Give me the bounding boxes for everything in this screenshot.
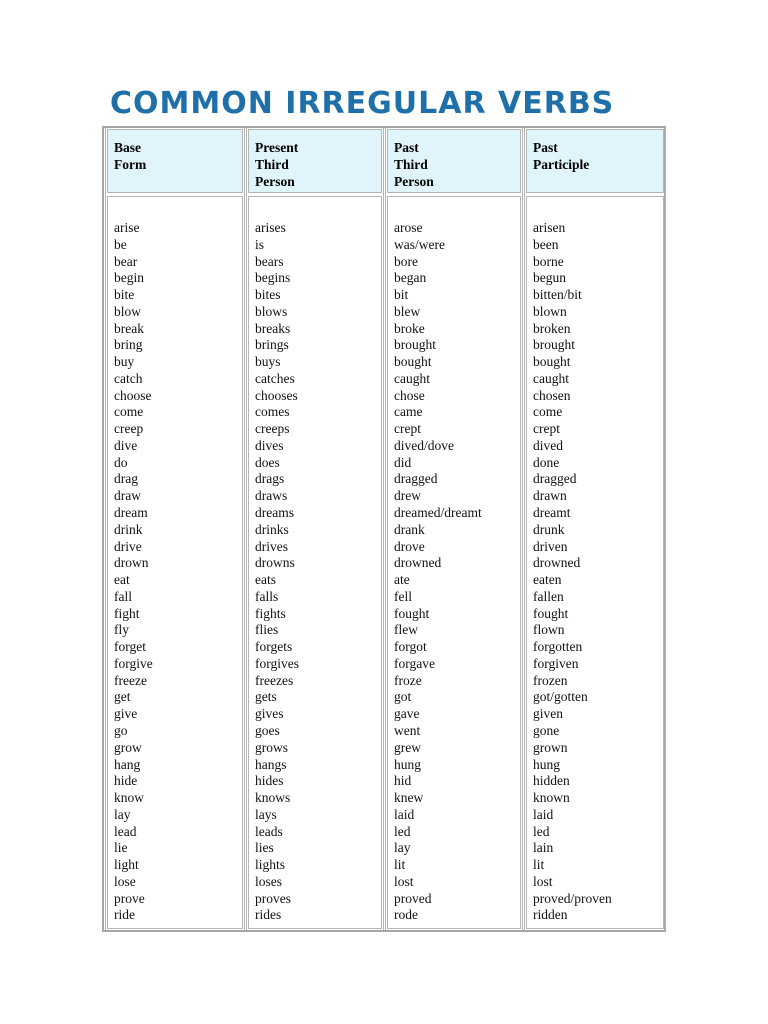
verb-cell: dived [533, 437, 563, 453]
column-base-form [105, 128, 245, 930]
verb-cell: froze [394, 672, 422, 688]
verb-cell: fight [114, 605, 140, 621]
verb-cell: forget [114, 639, 146, 655]
word-list [108, 197, 242, 924]
verb-cell: dreams [255, 505, 294, 521]
verb-cell: lights [255, 857, 286, 873]
verb-cell: choose [114, 387, 152, 403]
verb-cell: flew [394, 622, 418, 638]
verb-cell: got [394, 689, 412, 705]
header-line: Base [114, 140, 141, 155]
word-list [249, 197, 381, 924]
verb-cell: lit [533, 857, 545, 873]
verb-cell: crept [394, 421, 421, 437]
verb-cell: lies [255, 840, 274, 856]
verb-cell: dream [114, 505, 148, 521]
verb-cell: is [255, 236, 265, 252]
verb-cell: flies [255, 622, 279, 638]
verb-cell: chosen [533, 387, 571, 403]
verb-cell: freezes [255, 672, 294, 688]
verb-cell: lit [394, 857, 406, 873]
verb-cell: lain [533, 840, 554, 856]
verb-cell: goes [255, 722, 280, 738]
verb-cell: eaten [533, 572, 562, 588]
verb-cell: hang [114, 756, 141, 772]
verb-cell: light [114, 857, 139, 873]
verb-cell: lost [533, 873, 553, 889]
verb-cell: knew [394, 790, 424, 806]
verb-cell: hides [255, 773, 284, 789]
verb-cell: dragged [394, 471, 438, 487]
verb-cell: fights [255, 605, 286, 621]
verb-cell: eats [255, 572, 276, 588]
verb-cell: loses [255, 873, 282, 889]
verb-cell: done [533, 454, 560, 470]
verb-cell: forgets [255, 639, 293, 655]
verb-cell: breaks [255, 320, 291, 336]
verb-cell: come [533, 404, 563, 420]
verb-cell: arise [114, 220, 140, 235]
verb-cell: buy [114, 354, 135, 370]
verb-cell: grow [114, 739, 142, 755]
verb-cell: known [533, 790, 570, 806]
verb-cell: buys [255, 354, 281, 370]
verb-cell: bite [114, 287, 135, 303]
verb-cell: get [114, 689, 131, 705]
column-body [387, 196, 521, 929]
verb-cell: hid [394, 773, 412, 789]
verb-cell: frozen [533, 672, 568, 688]
column-body [107, 196, 243, 929]
verb-cell: did [394, 454, 412, 470]
column-header [526, 129, 664, 193]
verb-cell: hung [533, 756, 560, 772]
verb-cell: gives [255, 706, 284, 722]
column-past-third-person [385, 128, 523, 930]
verb-cell: caught [533, 370, 569, 386]
page-title: COMMON IRREGULAR VERBS [110, 86, 615, 121]
verb-cell: blown [533, 303, 567, 319]
verb-cell: bought [533, 354, 571, 370]
verb-cell: proves [255, 890, 291, 906]
header-line: Past [533, 140, 558, 155]
verb-cell: prove [114, 890, 145, 906]
verb-cell: flown [533, 622, 565, 638]
verb-cell: proved/proven [533, 890, 612, 906]
verb-cell: bites [255, 287, 281, 303]
verb-cell: got/gotten [533, 689, 588, 705]
verb-cell: break [114, 320, 144, 336]
verb-cell: creep [114, 421, 144, 437]
verb-cell: fall [114, 588, 132, 604]
verb-cell: bought [394, 354, 432, 370]
verb-cell: crept [533, 421, 560, 437]
verb-cell: was/were [394, 236, 445, 252]
verb-cell: bore [394, 253, 418, 269]
verb-cell: hidden [533, 773, 570, 789]
verb-cell: go [114, 722, 128, 738]
verb-cell: gets [255, 689, 277, 705]
verb-cell: drunk [533, 521, 565, 537]
header-line: Third [255, 157, 289, 172]
verb-cell: hangs [255, 756, 287, 772]
verb-cell: blew [394, 303, 421, 319]
verb-cell: chooses [255, 387, 298, 403]
verb-cell: fought [394, 605, 430, 621]
word-list [388, 197, 520, 924]
verb-cell: drowned [394, 555, 442, 571]
verb-cell: brought [394, 337, 436, 353]
verb-cell: gave [394, 706, 420, 722]
verb-cell: forgave [394, 655, 435, 671]
verb-cell: arisen [533, 220, 566, 235]
verb-cell: knows [255, 790, 291, 806]
verb-cell: grew [394, 739, 421, 755]
verb-cell: chose [394, 387, 425, 403]
verb-cell: rode [394, 907, 418, 923]
verb-cell: dive [114, 437, 138, 453]
verb-cell: bit [394, 287, 409, 303]
header-line: Person [394, 174, 434, 189]
verb-cell: falls [255, 588, 279, 604]
verb-cell: drives [255, 538, 288, 554]
verb-cell: ride [114, 907, 135, 923]
verb-cell: catch [114, 370, 143, 386]
verb-cell: forgotten [533, 639, 583, 655]
verb-cell: ate [394, 572, 410, 588]
column-body [248, 196, 382, 929]
header-line: Form [114, 157, 147, 172]
column-header [387, 129, 521, 193]
verb-cell: forgiven [533, 655, 579, 671]
verb-cell: proved [394, 890, 432, 906]
verb-cell: lead [114, 823, 137, 839]
verb-cell: came [394, 404, 423, 420]
column-present-third-person [246, 128, 384, 930]
verb-cell: do [114, 454, 128, 470]
verb-cell: drove [394, 538, 425, 554]
verb-cell: freeze [114, 672, 147, 688]
verb-cell: lay [114, 806, 131, 822]
verb-cell: bears [255, 253, 284, 269]
verb-cell: went [394, 722, 421, 738]
verb-cell: drawn [533, 488, 567, 504]
header-line: Third [394, 157, 428, 172]
verb-cell: catches [255, 370, 295, 386]
verb-cell: broken [533, 320, 571, 336]
verb-cell: comes [255, 404, 290, 420]
verb-cell: come [114, 404, 144, 420]
verb-cell: draw [114, 488, 141, 504]
verb-cell: broke [394, 320, 425, 336]
verb-cell: blows [255, 303, 288, 319]
verb-cell: led [533, 823, 550, 839]
verb-cell: lay [394, 840, 411, 856]
verb-cell: drown [114, 555, 149, 571]
verb-cell: fallen [533, 588, 564, 604]
verb-cell: driven [533, 538, 568, 554]
verb-cell: dragged [533, 471, 577, 487]
verb-cell: drowns [255, 555, 295, 571]
verb-cell: eat [114, 572, 130, 588]
verb-cell: dreamed/dreamt [394, 505, 482, 521]
verb-cell: drags [255, 471, 285, 487]
verb-cell: fly [114, 622, 129, 638]
verb-cell: hide [114, 773, 138, 789]
verb-cell: forgive [114, 655, 153, 671]
verb-cell: drew [394, 488, 421, 504]
verb-cell: leads [255, 823, 283, 839]
verb-cell: draws [255, 488, 288, 504]
verb-cell: forgot [394, 639, 427, 655]
verb-cell: caught [394, 370, 430, 386]
verb-cell: ridden [533, 907, 568, 923]
verb-cell: be [114, 236, 127, 252]
verb-cell: begins [255, 270, 291, 286]
verb-cell: arises [255, 220, 286, 235]
column-past-participle [524, 128, 666, 930]
verb-cell: drank [394, 521, 425, 537]
header-line: Present [255, 140, 299, 155]
verb-cell: laid [394, 806, 415, 822]
verb-cell: give [114, 706, 138, 722]
verb-cell: grown [533, 739, 568, 755]
column-header [107, 129, 243, 193]
verb-cell: laid [533, 806, 554, 822]
verb-cell: bring [114, 337, 143, 353]
verb-cell: begun [533, 270, 566, 286]
verb-cell: lays [255, 806, 277, 822]
verb-cell: drinks [255, 521, 289, 537]
verb-cell: led [394, 823, 411, 839]
verb-cell: begin [114, 270, 144, 286]
verb-cell: grows [255, 739, 288, 755]
verb-cell: lie [114, 840, 128, 856]
verb-cell: creeps [255, 421, 290, 437]
verb-cell: drag [114, 471, 138, 487]
verb-cell: brought [533, 337, 575, 353]
verb-cell: drowned [533, 555, 581, 571]
verb-cell: gone [533, 722, 560, 738]
verb-cell: forgives [255, 655, 299, 671]
verb-cell: blow [114, 303, 141, 319]
verb-cell: drive [114, 538, 142, 554]
verb-cell: dreamt [533, 505, 571, 521]
verb-cell: lose [114, 873, 136, 889]
column-header [248, 129, 382, 193]
verb-cell: been [533, 236, 559, 252]
verb-cell: drink [114, 521, 143, 537]
header-line: Person [255, 174, 295, 189]
verb-cell: began [394, 270, 427, 286]
verb-cell: rides [255, 907, 282, 923]
verb-cell: hung [394, 756, 421, 772]
column-body [526, 196, 664, 929]
verb-cell: fought [533, 605, 569, 621]
header-line: Participle [533, 157, 590, 172]
verb-cell: lost [394, 873, 414, 889]
verb-cell: dived/dove [394, 437, 454, 453]
verb-cell: bear [114, 253, 138, 269]
header-line: Past [394, 140, 419, 155]
verb-cell: borne [533, 253, 564, 269]
verb-table [102, 126, 666, 932]
verb-cell: know [114, 790, 144, 806]
verb-cell: given [533, 706, 563, 722]
word-list [527, 197, 663, 924]
verb-cell: arose [394, 220, 423, 235]
verb-cell: dives [255, 437, 284, 453]
verb-cell: brings [255, 337, 289, 353]
verb-cell: fell [394, 588, 412, 604]
verb-cell: bitten/bit [533, 287, 582, 303]
verb-cell: does [255, 454, 280, 470]
